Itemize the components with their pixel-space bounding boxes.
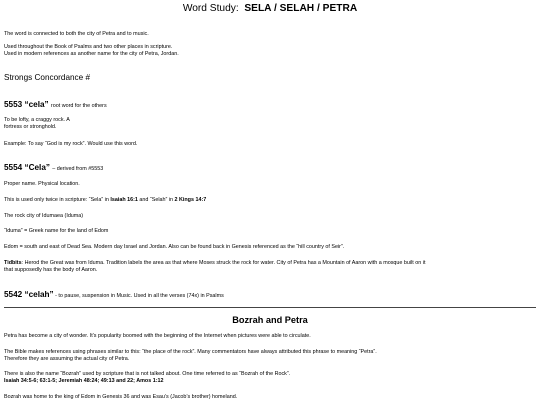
entry-5554-paragraph-4: “Iduma” = Greek name for the land of Edom [4,228,109,234]
bozrah-paragraph-2a: The Bible makes references using phrases similar to this: “the place of the rock”. Many commentators have always attributed this phrase to meaning “Petra”. [4,349,377,355]
entry-5554-paragraph-1: Proper name. Physical location. [4,181,80,187]
entry-5554-heading [4,163,103,174]
title-words: SELA / SELAH / PETRA [244,3,358,14]
entry-5554-ref-kings: 2 Kings 14:7 [174,197,207,203]
bozrah-refs-text: Isaiah 34:5-6; 63:1-5; Jeremiah 48:24; 49:13 and 22; Amos 1:12 [4,378,164,384]
entry-5554-ref-isaiah: Isaiah 16:1 [110,197,138,203]
concordance-heading: Strongs Concordance # [4,73,91,82]
entry-5553-definition-b: fortress or stronghold. [4,124,57,130]
entry-5554-p2-pre: This is used only twice in scripture: “Sela” in [4,197,111,203]
entry-5554-note: – derived from #5553 [52,166,104,172]
bozrah-paragraph-1: Petra has become a city of wonder. It’s popularity boomed with the beginning of the Internet when pictures were able to circulate. [4,333,311,339]
bozrah-paragraph-2b: Therefore they are assuming the actual city of Petra. [4,356,130,362]
entry-5554-p2-mid: and “Selah” in [137,197,175,203]
entry-5553-heading [4,100,107,111]
section-divider [4,307,536,308]
intro-paragraph-2a: Used throughout the Book of Psalms and two other places in scripture. [4,44,173,50]
entry-5553-note: root word for the others [50,103,107,109]
title-prefix: Word Study: [182,3,239,14]
bozrah-heading: Bozrah and Petra [232,315,308,325]
tidbits-label: Tidbits [4,260,22,266]
entry-5542-number: 5542 “celah” [4,290,54,299]
entry-5542-heading [4,290,224,301]
entry-5554-number: 5554 “Cela” [4,163,50,172]
intro-paragraph-2b: Used in modern references as another name for the city of Petra, Jordan. [4,51,179,57]
tidbits-text-a: : Herod the Great was from Iduma. Tradition labels the area as that where Moses struck the rock for water. City of Petra has a Mountain of Aaron with a mosque built on it [21,260,426,266]
bozrah-scripture-refs [4,378,164,385]
bozrah-paragraph-4: Bozrah was home to the king of Edom in Genesis 36 and was Esau’s (Jacob’s brother) homeland. [4,394,238,400]
entry-5553-number: 5553 “cela” [4,100,49,109]
entry-5554-tidbits-a [4,260,425,267]
entry-5554-tidbits-b: that supposedly has the body of Aaron. [4,267,98,273]
intro-paragraph-1: The word is connected to both the city of Petra and to music. [4,31,149,37]
entry-5553-example: Example: To say “God is my rock”. Would use this word. [4,141,138,147]
page-title [0,3,540,15]
entry-5554-paragraph-3: The rock city of Idumaea (Iduma) [4,213,84,219]
entry-5554-paragraph-5: Edom = south and east of Dead Sea. Modern day Israel and Jordan. Also can be found back in Genesis referenced as the “hill country of Seir”. [4,244,345,250]
bozrah-paragraph-3a: There is also the name “Bozrah” used by scripture that is not talked about. One time referred to as “Bozrah of the Rock”. [4,371,291,377]
entry-5554-paragraph-2 [4,197,206,204]
entry-5553-definition-a: To be lofty, a craggy rock. A [4,117,70,123]
entry-5542-note: - to pause, suspension in Music. Used in all the verses (74x) in Psalms [53,293,224,299]
